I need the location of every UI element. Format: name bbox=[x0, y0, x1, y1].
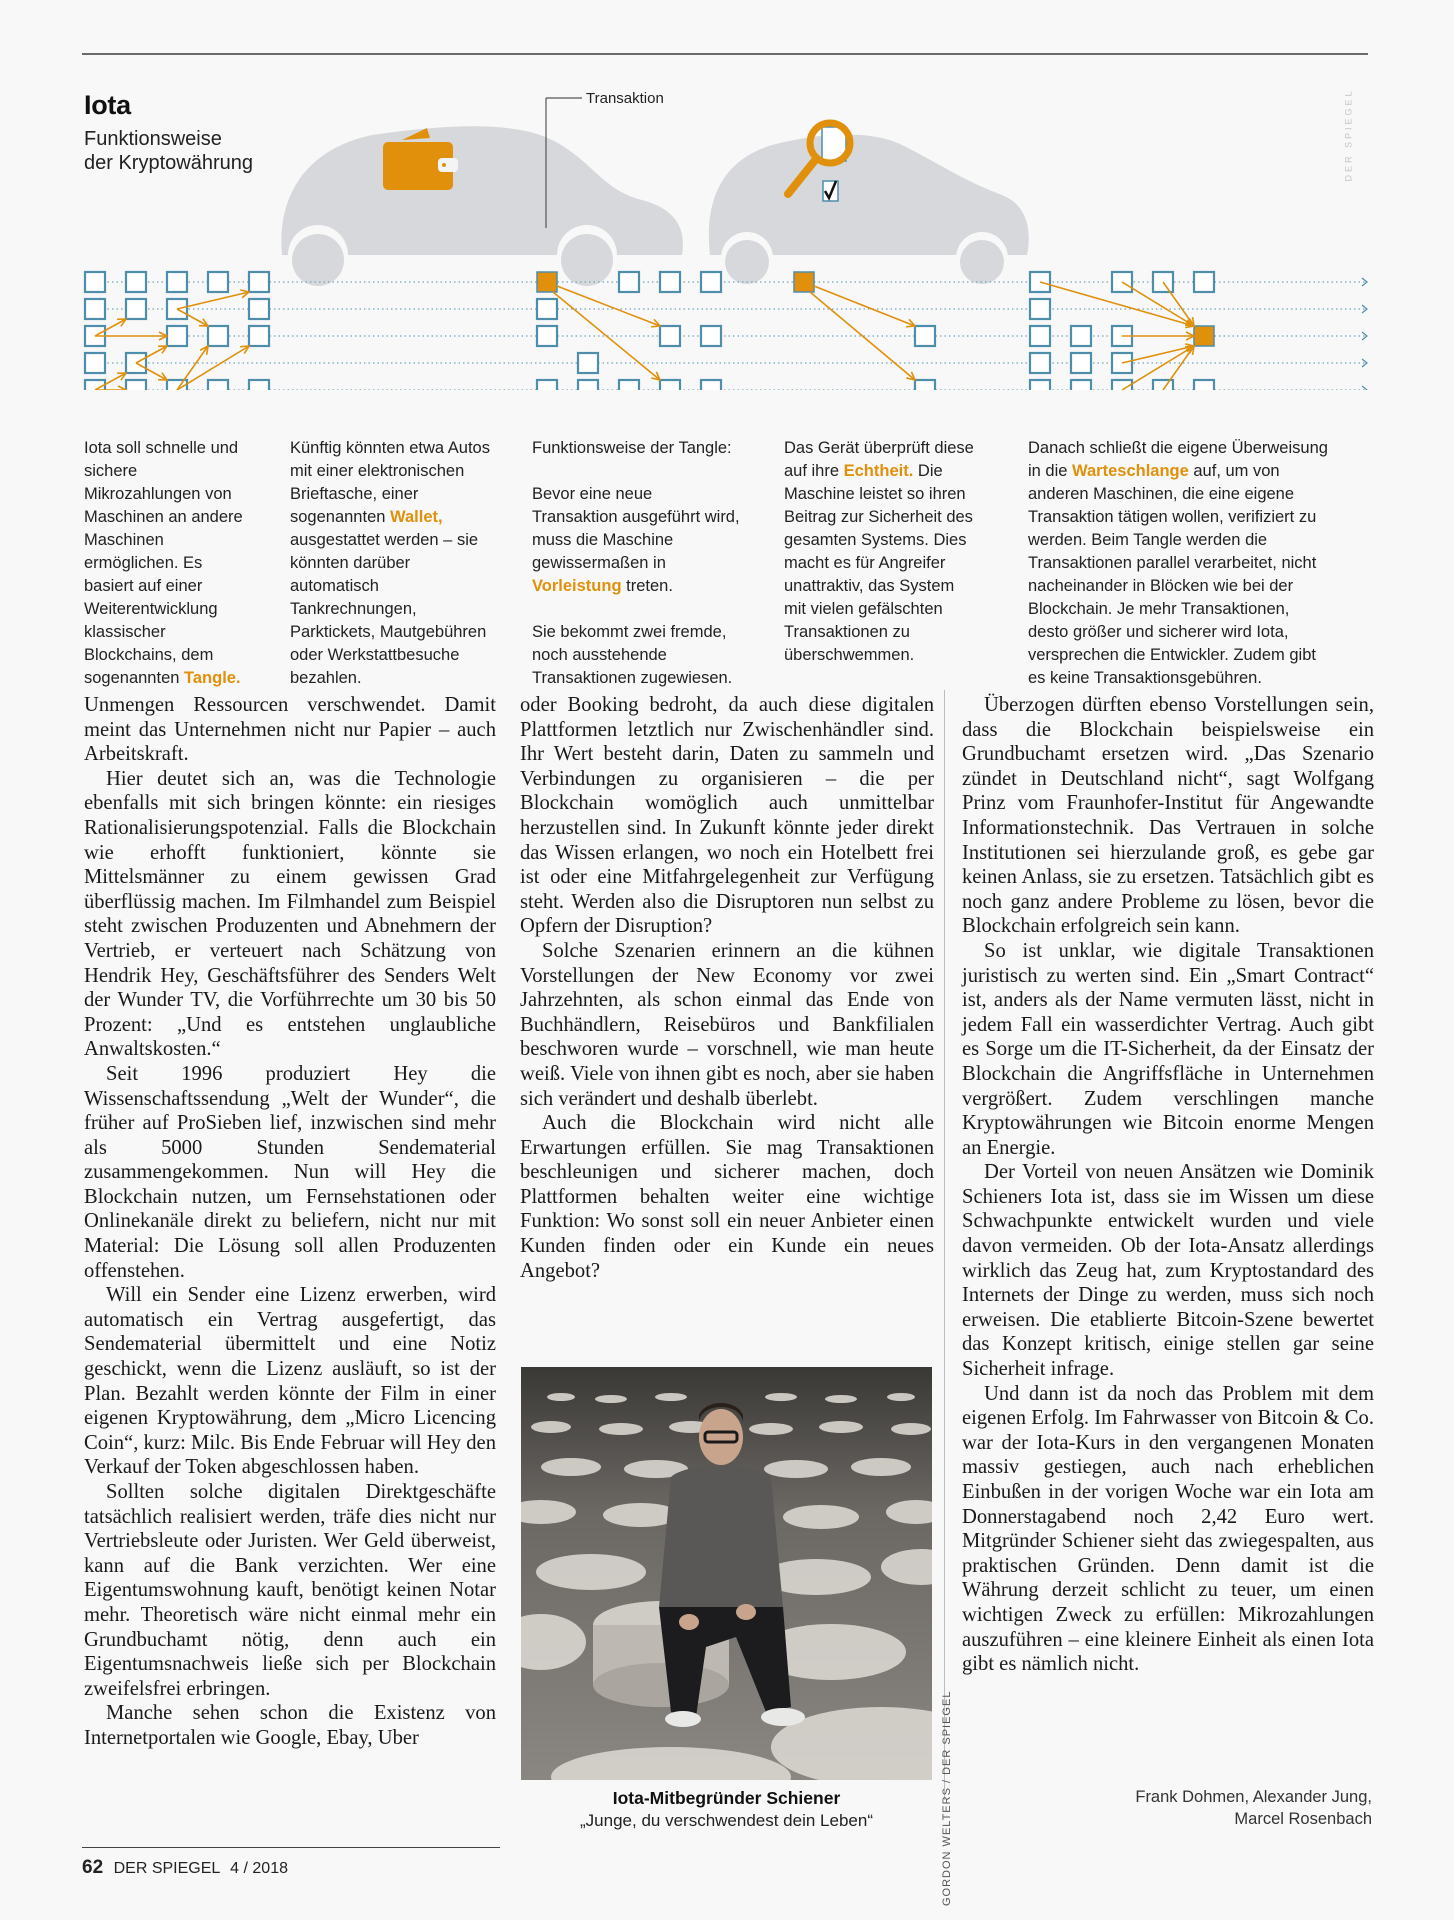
page-number: 62 bbox=[82, 1857, 104, 1878]
author-byline: Frank Dohmen, Alexander Jung, Marcel Rosenbach bbox=[1135, 1788, 1372, 1828]
paragraph: Manche sehen schon die Existenz von Internetportalen wie Google, Ebay, Uber bbox=[84, 1702, 496, 1749]
caption-warteschlange: Danach schließt die eigene Überweisung in die Warteschlange auf, um von anderen Maschinen, die eine eigene Transaktion tätigen wollen, verifiziert zu werden. Beim Tangle werden die Transaktionen parallel verarbeitet, nicht nacheinander in Blöcken wie bei der Blockchain. Je mehr Transaktionen, desto größer und sicherer wird Iota, versprechen die Entwickler. Zudem gibt es keine Transaktionsgebühren. bbox=[1028, 439, 1328, 687]
paragraph: Auch die Blockchain wird nicht alle Erwartungen erfüllen. Sie mag Transaktionen beschleunigen und sicherer machen, doch Plattformen behalten weiter eine wichtige Funktion: Wo sonst soll ein neuer Anbieter einen Kunden finden oder ein Kunde ein neues Angebot? bbox=[520, 1112, 934, 1282]
tangle-diagram bbox=[82, 60, 1372, 390]
paragraph: Sollten solche digitalen Direktgeschäfte tatsächlich realisiert werden, träfe dies nicht nur Vertriebsleute oder Juristen. Wer Geld überweist, kann auf die Bank verzichten. Wer eine Eigentumswohnung kauft, benötigt keinen Notar mehr. Theoretisch wäre nicht einmal mehr ein Grundbuchamt nötig, denn auch ein Eigentumsnachweis ließe sich per Blockchain zweifelsfrei erbringen. bbox=[84, 1481, 496, 1700]
paragraph: Solche Szenarien erinnern an die kühnen Vorstellungen der New Economy vor zwei Jahrzehnten, als schon einmal das Ende von Buchhändlern, Reisebüros und Bankfilialen beschworen wurde – vorschnell, wie man heute weiß. Viele von ihnen gibt es noch, aber sie haben sich verändert und deshalb überlebt. bbox=[520, 939, 934, 1110]
graphic-subtitle: Funktionsweise der Kryptowährung bbox=[84, 128, 253, 174]
paragraph: Seit 1996 produziert Hey die Wissenschaftssendung „Welt der Wunder“, die früher auf ProSieben lief, inzwischen sind mehr als 5000 Stunden Sendematerial zusammengekommen. Nun will Hey die Blockchain nutzen, um Fernsehstationen oder Onlinekanäle direkt zu beliefern, nicht nur mit Material: Die Lösung soll allen Produzenten offenstehen. bbox=[84, 1062, 496, 1282]
car-silhouette-icon bbox=[709, 134, 1029, 284]
transaction-label: Transaktion bbox=[586, 90, 664, 107]
caption-tangle: Funktionsweise der Tangle: Bevor eine neue Transaktion ausgeführt wird, muss die Maschine gewissermaßen in Vorleistung treten. Sie bekommt zwei fremde, noch ausstehende Transaktionen zugewiesen. bbox=[532, 439, 740, 687]
photo-credit: GORDON WELTERS / DER SPIEGEL bbox=[941, 1690, 953, 1906]
caption-intro: Iota soll schnelle und sichere Mikrozahlungen von Maschinen an andere Maschinen ermöglichen. Es basiert auf einer Weiterentwicklung klassischer Blockchains, dem sogenannten Tangle. bbox=[84, 439, 243, 687]
caption-highlight: Warteschlange bbox=[1072, 462, 1189, 480]
paragraph: Und dann ist da noch das Problem mit dem eigenen Erfolg. Im Fahrwasser von Bitcoin & Co. war der Iota-Kurs in den vergangenen Monaten massiv gestiegen, auch nach erheblichen Einbußen in der vorigen Woche war ein Iota am Donnerstagabend noch 2,42 Euro wert. Mitgründer Schiener sieht das zwiegespalten, aus praktischen Gründen. Denn damit ist die Währung derzeit schlicht zu teuer, um einen wichtigen Zweck zu erfüllen: Mikrozahlungen auszuführen – eine kleinere Einheit als einen Iota gibt es nämlich nicht. bbox=[962, 1382, 1374, 1676]
article-column-2 bbox=[520, 693, 934, 1283]
paragraph: Hier deutet sich an, was die Technologie ebenfalls mit sich bringen könnte: ein riesiges Rationalisierungspotenzial. Falls die Blockchain wie erhofft funktioniert, könnte sie Mittelsmänner zu einem gewissen Grad überflüssig machen. Im Filmhandel zum Beispiel steht zwischen Produzenten und Abnehmern der Vertrieb, er verteuert nach Schätzung von Hendrik Hey, Geschäftsführer des Senders Welt der Wunder TV, die Vorführrechte um 30 bis 50 Prozent: „Und es entstehen unglaubliche Anwaltskosten.“ bbox=[84, 767, 496, 1061]
publication-name: DER SPIEGEL bbox=[113, 1860, 220, 1877]
caption-highlight: Tangle. bbox=[184, 669, 241, 687]
caption-highlight: Wallet, bbox=[390, 508, 443, 526]
caption-echtheit: Das Gerät überprüft diese auf ihre Echtheit. Die Maschine leistet so ihren Beitrag zur Sicherheit des gesamten Systems. Dies macht es für Angreifer unattraktiv, das System mit vielen gefälschten Transaktionen zu überschwemmen. bbox=[784, 439, 974, 664]
paragraph: Unmengen Ressourcen verschwendet. Damit meint das Unternehmen nicht nur Papier – auch Arbeitskraft. bbox=[84, 694, 496, 766]
article-column-3 bbox=[962, 693, 1374, 1677]
graphic-title: Iota bbox=[84, 90, 131, 120]
photo-caption-title: Iota-Mitbegründer Schiener bbox=[612, 1788, 841, 1808]
article-column-1 bbox=[84, 693, 496, 1751]
paragraph: Will ein Sender eine Lizenz erwerben, wird automatisch ein Vertrag ausgefertigt, das Sendematerial übermittelt und eine Notiz geschickt, wenn die Lizenz ausläuft, so ist der Plan. Bezahlt werden könnte der Film in einer eigenen Kryptowährung, dem „Micro Licencing Coin“, kurz: Milc. Bis Ende Februar will Hey den Verkauf der Token abgeschlossen haben. bbox=[84, 1284, 496, 1479]
checkbox-checked-icon bbox=[823, 181, 838, 201]
issue-number: 4 / 2018 bbox=[230, 1860, 288, 1877]
paragraph: Der Vorteil von neuen Ansätzen wie Dominik Schieners Iota ist, dass sie im Wissen um diese Schwachpunkte entwickelt wurden und viele davon vermeiden. Ob der Iota-Ansatz allerdings wirklich das Zeug hat, zum Kryptostandard des Internets der Dinge zu werden, muss sich noch erweisen. Die etablierte Bitcoin-Szene bewertet das Konzept kritisch, einige stellen gar seine Sicherheit infrage. bbox=[962, 1161, 1374, 1381]
paragraph: Überzogen dürften ebenso Vorstellungen sein, dass die Blockchain beispielsweise ein Grundbuchamt ersetzen wird. „Das Szenario zündet in Deutschland nicht“, sagt Wolfgang Prinz vom Fraunhofer-Institut für Angewandte Informationstechnik. Das Vertrauen in solche Institutionen sei hierzulande groß, es gebe gar keinen Anlass, sie zu ersetzen. Tatsächlich gibt es noch ganz andere Probleme zu lösen, bevor die Blockchain erfolgreich sein kann. bbox=[962, 694, 1374, 938]
iota-infographic bbox=[82, 60, 1372, 687]
photo-placeholder bbox=[521, 1367, 932, 1780]
graphic-credit: DER SPIEGEL bbox=[1343, 88, 1354, 182]
top-rule bbox=[82, 53, 1368, 55]
footer-rule bbox=[82, 1847, 500, 1848]
caption-wallet: Künftig könnten etwa Autos mit einer elektronischen Brieftasche, einer sogenannten Wallet, ausgestattet werden – sie könnten darüber automatisch Tankrechnungen, Parktickets, Mautgebühren oder Werkstattbesuche bezahlen. bbox=[290, 439, 490, 687]
portrait-photo bbox=[521, 1367, 932, 1780]
car-silhouette-icon bbox=[281, 126, 683, 286]
page-footer bbox=[82, 1857, 288, 1879]
photo-caption-quote: „Junge, du verschwendest dein Leben“ bbox=[580, 1811, 873, 1830]
caption-highlight: Echtheit. bbox=[843, 462, 914, 480]
caption-highlight: Vorleistung bbox=[532, 577, 622, 595]
paragraph: So ist unklar, wie digitale Transaktionen juristisch zu werten sind. Ein „Smart Contract“ ist, anders als der Name vermuten lässt, nicht in jedem Fall ein wasserdichter Vertrag. Auch gibt es Sorge um die IT-Sicherheit, da der Einsatz der Blockchain die Angriffsfläche in Unternehmen vergrößert. Zudem verschlingen manche Kryptowährungen wie Bitcoin enorme Mengen an Energie. bbox=[962, 939, 1374, 1159]
paragraph: oder Booking bedroht, da auch diese digitalen Plattformen letztlich nur Zwischenhändler sind. Ihr Wert besteht darin, Daten zu sammeln und Verbindungen zu organisieren – die per Blockchain womöglich auch unmittelbar herzustellen sind. In Zukunft könnte jeder direkt das Wissen erlangen, wo noch ein Hotelbett frei ist oder eine Mitfahrgelegenheit zur Verfügung steht. Werden also die Disruptoren nun selbst zu Opfern der Disruption? bbox=[520, 694, 934, 938]
